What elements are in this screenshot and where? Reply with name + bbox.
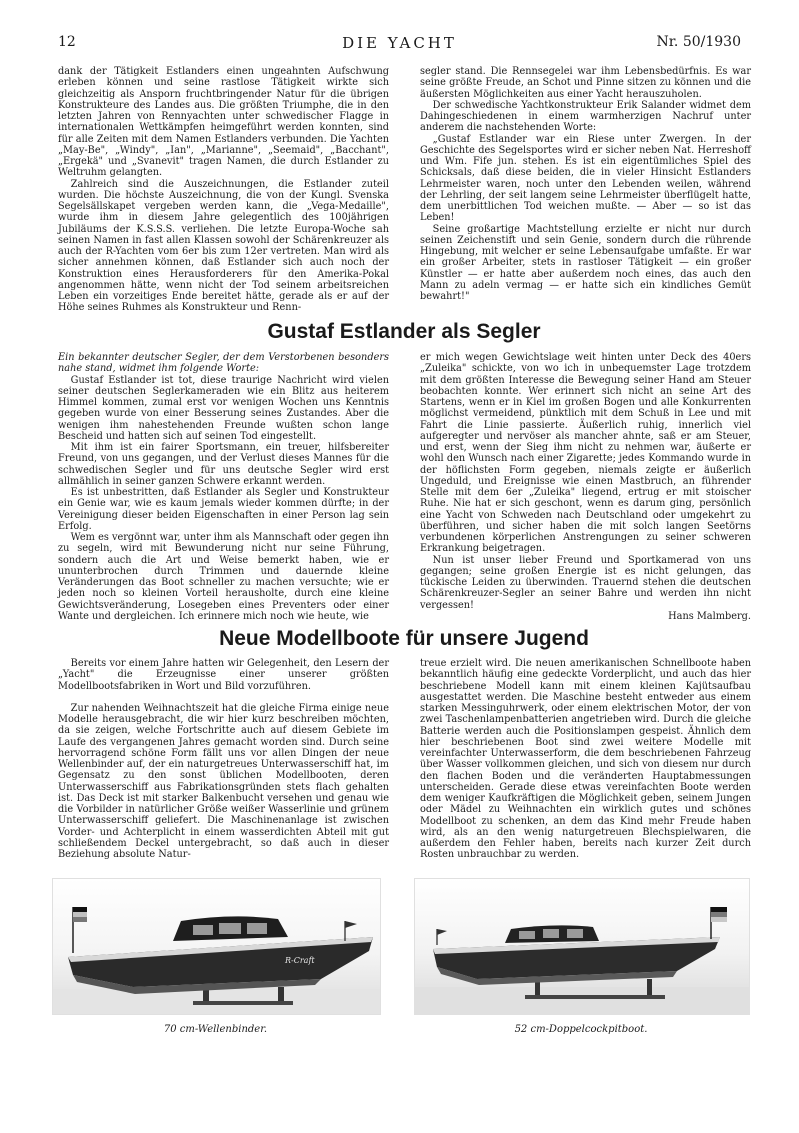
issue-number: Nr. 50/1930 [656, 34, 741, 50]
photo-wellenbinder [52, 878, 381, 1015]
article3-col-left [58, 658, 389, 860]
article2-col-left [58, 352, 389, 622]
boat-illustration-right [415, 879, 749, 1014]
article1-col-left [58, 66, 389, 314]
paragraph: Zur nahenden Weihnachtszeit hat die gleiche Firma einige neue Modelle herausgebracht, die wir hier kurz beschreiben möchten, da sie zeigen, welche Fortschritte auch auf diesem Gebiete im Laufe des vergangenen Jahres gemacht worden sind. Durch seine hervorragend schöne Form fällt uns vor allen Dingen der neue Wellenbinder auf, der ein naturgetreues Unterwasserschiff hat, im Gegensatz zu den sonst üblichen Modellbooten, deren Unterwasserschiff aus Fabrikationsgründen stets flach gehalten ist. Das Deck ist mit starker Balkenbucht versehen und genau wie die Vorbilder in natürlicher Größe weißer Wasserlinie und grünem Unterwasserschiff geliefert. Die Maschinenanlage ist zwischen Vorder- und Achterplicht in einem wasserdichten Abteil mit gut schließendem Deckel untergebracht, so daß auch in dieser Beziehung absolute Natur- [58, 702, 389, 860]
paragraph: Seine großartige Machtstellung erzielte er nicht nur durch seinen Zeichenstift und sein Genie, sondern durch die rührende Hingebung, mit welcher er seine Lebensaufgabe umfaßte. Er war ein großer Arbeiter, stets in rastloser Tätigkeit — ein großer Künstler — er hatte aber außerdem noch eines, das auch den Mann zu adeln vermag — er hatte sich ein kindliches Gemüt bewahrt!" [420, 223, 751, 302]
article1-col-right [420, 66, 751, 302]
signature: Hans Malmberg. [668, 610, 751, 622]
paragraph: Nun ist unser lieber Freund und Sportkamerad von uns gegangen; seine großen Energie ist es nicht gelungen, das tückische Leiden zu überwinden. Trauernd stehen die deutschen Schärenkreuzer-Segler an seiner Bahre und werden ihn nicht vergessen! [420, 554, 751, 611]
article2-intro: Ein bekannter deutscher Segler, der dem Verstorbenen besonders nahe stand, widmet ihm folgende Worte: [58, 352, 389, 375]
paragraph: segler stand. Die Rennsegelei war ihm Lebensbedürfnis. Es war seine größte Freude, an Schot und Pinne sitzen zu können und die äußersten Möglichkeiten aus einer Yacht herauszuholen. [420, 66, 751, 100]
article3-col-right [420, 658, 751, 861]
paragraph: Wem es vergönnt war, unter ihm als Mannschaft oder gegen ihn zu segeln, wird mit Bewunderung nicht nur seine Führung, sondern auch die Art und Weise bemerkt haben, wie er ununterbrochen durch Trimmen und dauernde kleine Veränderungen das Boot schneller zu machen versuchte; wie er jeden noch so kleinen Vorteil herausholte, durch eine kleine Gewichtsveränderung, Losegeben eines Preventers oder einer Wante und dergleichen. Ich erinnere mich noch wie heute, wie [58, 532, 389, 622]
paragraph: Mit ihm ist ein fairer Sportsmann, ein treuer, hilfsbereiter Freund, von uns gegangen, und der Verlust dieses Mannes für die schwedischen Segler und für uns deutsche Segler wird erst allmählich in seiner ganzen Schwere erkannt werden. [58, 442, 389, 487]
photo-doppelcockpitboot [414, 878, 750, 1015]
paragraph: er mich wegen Gewichtslage weit hinten unter Deck des 40ers „Zuleika" schickte, von wo ich in unbequemster Lage trotzdem mit dem größten Interesse die Bewegung seiner Hand am Steuer beobachten konnte. Wer erinnert sich nicht an seine Art des Startens, wenn er in Kiel im großen Bogen und alle Konkurrenten möglichst vermeidend, pünktlich mit dem Schuß in Lee und mit Fahrt die Linie passierte. Äußerlich ruhig, innerlich viel aufgeregter und nervöser als mancher ahnte, saß er am Steuer, und erst, wenn der Sieg ihm nicht zu nehmen war, äußerte er wohl den Wunsch nach einer Zigarette; jedes Kommando wurde in der höflichsten Form gegeben, niemals zeigte er äußerlich Ungeduld, und Ereignisse wie einen Mastbruch, an führender Stelle mit dem 6er „Zuleika" liegend, ertrug er mit stoischer Ruhe. Nie hat er sich geschont, wenn es darum ging, persönlich eine Yacht von Schweden nach Deutschland oder umgekehrt zu überführen, und sicher haben die mit solch langen Seetörns verbundenen körperlichen Anstrengungen zu seiner schweren Erkrankung beigetragen. [420, 352, 751, 555]
hull-lettering: R-Craft [285, 956, 315, 965]
boat-illustration-left [53, 879, 380, 1014]
paragraph: Bereits vor einem Jahre hatten wir Gelegenheit, den Lesern der „Yacht" die Erzeugnisse einer unserer größten Modellbootsfabriken in Wort und Bild vorzuführen. [58, 658, 389, 692]
page-number: 12 [58, 34, 76, 50]
article2-col-right [420, 352, 751, 622]
paragraph: dank der Tätigkeit Estlanders einen ungeahnten Aufschwung erleben können und seine rastlose Tätigkeit wirkte sich gleichzeitig als Ansporn fruchtbringender Natur für die übrigen Konstrukteure des Landes aus. Die größten Triumphe, die in den letzten Jahren von Rennyachten unter schwedischer Flagge in internationalen Wettkämpfen heimgeführt werden konnten, sind für alle Zeiten mit dem Namen Estlanders verbunden. Die Yachten „May-Be", „Windy", „Ian", „Marianne", „Seemaid", „Bacchant", „Ergekä" und „Svanevit" tragen Namen, die durch Estlander zu Weltruhm gelangten. [58, 66, 389, 179]
paragraph: treue erzielt wird. Die neuen amerikanischen Schnellboote haben bekanntlich häufig eine gedeckte Vorderplicht, und auch das hier beschriebene Modell kann mit einem kleinen Kajütsaufbau ausgestattet werden. Die Maschine besteht entweder aus einem starken Messinguhrwerk, oder einem elektrischen Motor, der von zwei Taschenlampenbatterien angetrieben wird. Durch die gleiche Batterie werden auch die Positionslampen gespeist. Ähnlich dem hier beschriebenen Boot sind zwei weitere Modelle mit vereinfachter Unterwasserform, die dem beschriebenen Fahrzeug über Wasser vollkommen gleichen, und sich von diesem nur durch den flachen Boden und die veränderten Hauptabmessungen unterscheiden. Gerade diese etwas vereinfachten Boote werden dem weniger Kaufkräftigen die Möglichkeit geben, seinem Jungen oder Mädel zu Weihnachten ein wirklich gutes und schönes Modellboot zu schenken, an dem das Kind mehr Freude haben wird, als an den wenig naturgetreuen Blechspielwaren, die außerdem den Fehler haben, bereits nach kurzer Zeit durch Rosten unbrauchbar zu werden. [420, 658, 751, 861]
page-header [58, 34, 741, 52]
article3-title: Neue Modellboote für unsere Jugend [219, 627, 589, 650]
article2-title: Gustaf Estlander als Segler [267, 320, 541, 343]
paragraph: „Gustaf Estlander war ein Riese unter Zwergen. In der Geschichte des Segelsportes wird er sicher neben Nat. Herreshoff und Wm. Fife jun. stehen. Es ist ein eigentümliches Spiel des Schicksals, daß diese beiden, die in vieler Hinsicht Estlanders Lehrmeister waren, noch unter den Lebenden weilen, während der Lehrling, der seit langem seine Lehrmeister überflügelt hatte, dem unerbittlichen Tod weichen mußte. — Aber — so ist das Leben! [420, 133, 751, 224]
caption-right: 52 cm-Doppelcockpitboot. [514, 1024, 648, 1035]
paragraph: Der schwedische Yachtkonstrukteur Erik Salander widmet dem Dahingeschiedenen in einem warmherzigen Nachruf unter anderem die nachstehenden Worte: [420, 99, 751, 134]
paragraph: Gustaf Estlander ist tot, diese traurige Nachricht wird vielen seiner deutschen Seglerkameraden wie ein Blitz aus heiterem Himmel kommen, zumal erst vor wenigen Wochen uns Kenntnis gegeben wurde von einer Besserung seines Zustandes. Aber die wenigen ihm nahestehenden Freunde wußten schon lange Bescheid und hatten sich auf seinen Tod eingestellt. [58, 374, 389, 442]
paragraph: Zahlreich sind die Auszeichnungen, die Estlander zuteil wurden. Die höchste Auszeichnung, die von der Kungl. Svenska Segelsällskapet vergeben werden kann, die „Vega-Medaille", wurde ihm in diesem Jahre gelegentlich des 100jährigen Jubiläums der K.S.S.S. verliehen. Die letzte Europa-Woche sah seinen Namen in fast allen Klassen sowohl der Schärenkreuzer als auch der R-Yachten vom 6er bis zum 12er vertreten. Man wird als sicher annehmen können, daß Estlander sich auch noch der Konstruktion eines Herausforderers für den Amerika-Pokal angenommen hätte, wenn nicht der Tod seinem arbeitsreichen Leben ein vorzeitiges Ende bereitet hätte, gerade als er auf der Höhe seines Ruhmes als Konstrukteur und Renn- [58, 178, 389, 314]
paragraph: Es ist unbestritten, daß Estlander als Segler und Konstrukteur ein Genie war, wie es kaum jemals wieder kommen dürfte; in der Vereinigung dieser beiden Eigenschaften in einer Person lag sein Erfolg. [58, 487, 389, 532]
caption-left: 70 cm-Wellenbinder. [163, 1024, 268, 1035]
journal-title: DIE YACHT [342, 34, 457, 52]
